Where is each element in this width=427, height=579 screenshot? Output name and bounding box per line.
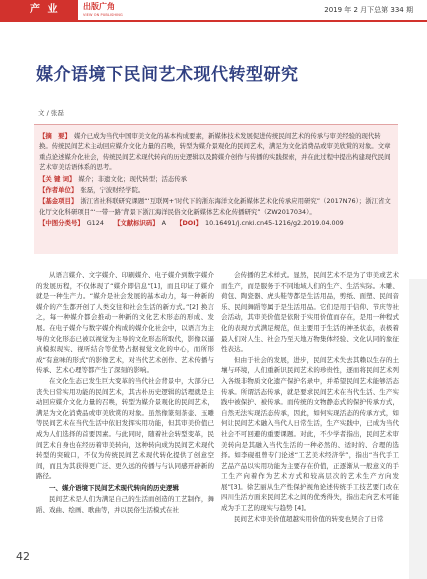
author-info-text: 张磊，宁波财经学院。 — [80, 186, 145, 195]
abstract-row — [39, 131, 393, 173]
abstract-box — [34, 124, 398, 254]
section-tag: 产 业 — [0, 0, 78, 20]
keywords-text: 媒介；非遗文化；现代转型；活态传承 — [78, 174, 188, 183]
header-rule — [0, 20, 427, 22]
doc-code-label: 【文献标识码】 — [113, 219, 159, 228]
doi-text: 10.16491/j.cnki.cn45-1216/g2.2019.04.009 — [205, 219, 344, 228]
body-paragraph: 会传播的艺术样式。显然，民间艺术不是为了审美或艺术而生产，而是服务于不同地域人们的生产、生活实际。木雕、荷包、陶瓷器、虎头鞋等都是生活用品，剪纸、面塑、民间音乐、民间舞蹈等属于是生活用品。它们是用于信仰、节庆等社会活动，其审美价值是依附于实用价值而存在，是用一种程式化的表现方式满足规范，但主要用于生活的神圣状态，表极着最人们对人生、社会乃至天地万物集体经验、文化认同的象征性表达。 — [221, 271, 399, 354]
section-heading: 一、媒介语境下民间艺术现代转向的历史逻辑 — [49, 483, 179, 492]
body-paragraph: 在文化生态已发生巨大变革的当代社会背景中，大部分已丧失日常实用功能的民间艺术，其古朴历史逻辑的活理就是主动回应媒介文化力量的召唤，转型为媒介景观化的民间艺术，满足为文化消费品或审美欣赏的对象。虽然像篆刻茶壶、玉雕等民间艺术在当代生活中依旧发挥实用功能，但其审美价值已成为人们选择的首要因素。与此同时，随着社会转型变革，民间艺术自身也在经历着审美转向，这种转向成为民间艺术现代转型的突破口，不仅为传统民间艺术现代转化提供了创意空间，而且为其获得更广泛、更久远的传播与与认同感开辟新的路径。 — [36, 376, 214, 481]
body-column-right — [221, 270, 399, 524]
page-header — [0, 0, 427, 20]
doc-code: A — [161, 219, 167, 228]
body-paragraph: 民间艺术审美价值超越实用价值的转变也契合了日常 — [234, 514, 384, 523]
abstract-label: 【摘 要】 — [39, 132, 71, 140]
classification-row — [39, 218, 393, 228]
author-info-label: 【作者单位】 — [39, 186, 78, 195]
fund-row — [39, 196, 393, 217]
class-number: G124 — [86, 219, 104, 228]
abstract-text: 媒介已成为当代中国审美文化的基本构成要素，新媒体技术发展促进传统民间艺术的传承与审美经验的现代转换。传统民间艺术主动回应媒介文化力量的召唤，转型为媒介景观化的民间艺术，满足为文化消费品或审美欣赏的对象。文章重点论述媒介化社会，传统民间艺术现代转向的历史逻辑以及跨媒介创作与传播的实践探索，并在此过程中提出构建现代民间艺术审美话语体系的思考。 — [39, 132, 391, 172]
publication-logo — [83, 2, 123, 20]
issue-info: 2019 年 2 月下总第 334 期 — [324, 6, 413, 14]
publication-name: 出版广角 — [83, 2, 115, 11]
page-edge-decoration — [409, 279, 427, 579]
fund-label: 【基金项目】 — [39, 197, 78, 206]
article-author: 文 / 张磊 — [38, 109, 64, 117]
keywords-label: 【关 键 词】 — [39, 174, 76, 183]
body-paragraph: 但由于社会的发展，进步，民间艺术失去其赖以生存的土壤与环境，人们重新识民间艺术的珍贵性，逐而将民间艺术列入各级非物质文化遗产保护名录中，并希望民间艺术能够活态传承。所谓活态传承，就是要求民间艺术在当代生活、生产实践中被保护、被传承。而传统的文物静态式的保护传承方式，自然无法实现活态传承，因此，如何实现活态的传承方式，如何让民间艺术融入当代人日常生活，生产实践中，已成为当代社会不可回避的重要课题。对此，不少学者指出，民间艺术审美转向是其融入当代生活的一种必然的、适时的、合理的选择。如李砚祖曾专门论述“工艺美术经济学”，指出“当代手工艺品产品以实用功能为主要存在价值，正逐渐从一般意义的手工生产向着作为艺术方式和较高层次的艺术生产方向发展”[3]。徐艺丽从生产性保护视角论述传统手工技艺要门改在四川生活方面来民间艺术之间的优秀得失，指出走向艺术可能成为手工艺的现实与趋势 [4]。 — [221, 355, 399, 513]
fund-text: 浙江省社科联研究课题“‘互联网+’时代下的浙东海洋文化新媒体艺术化传承应用研究”（2017N76）；浙江省文化厅文化科研项目“‘一带一路’背景下浙江海洋民俗文化新媒体艺术化传播研究”（ZW2017034）。 — [39, 197, 391, 216]
author-info-row — [39, 185, 393, 195]
keywords-row — [39, 174, 393, 184]
article-title: 媒介语境下民间艺术现代转型研究 — [36, 65, 299, 85]
publication-name-en: VIEW ON PUBLISHING — [83, 13, 123, 17]
doi-label: 【DOI】 — [176, 219, 202, 228]
body-column-left — [36, 270, 214, 516]
page-number: 42 — [16, 550, 30, 563]
class-label: 【中图分类号】 — [39, 219, 84, 228]
body-paragraph: 民间艺术是人们为满足自己的生活而创造的工艺制作，舞蹈、戏曲、绘画、歌曲等，并以民俗生活模式在社 — [36, 495, 214, 515]
body-paragraph: 从语言媒介、文字媒介、印刷媒介、电子媒介到数字媒介的发展历程，不仅体现了“媒介即信息”[1]，而且印证了媒介就是一种生产力。“媒介是社会发展的基本动力，每一种新的媒介的产生都开创了人类交往和社会生活的新方式。”[2] 换言之，每一种媒介都会推动一种新的文化艺术形态的形成、发展。在电子媒介与数字媒介构成的媒介化社会中，以语言为主导的文化形态已被以视觉为主导的文化形态所取代，影像以逼真模拟现实、视听结合等优势占据视觉文化的中心，而所形成“有意味的形式”的影像艺术，对当代艺术创作、艺术传播与传承、艺术心理等都产生了深刻的影响。 — [36, 271, 214, 375]
